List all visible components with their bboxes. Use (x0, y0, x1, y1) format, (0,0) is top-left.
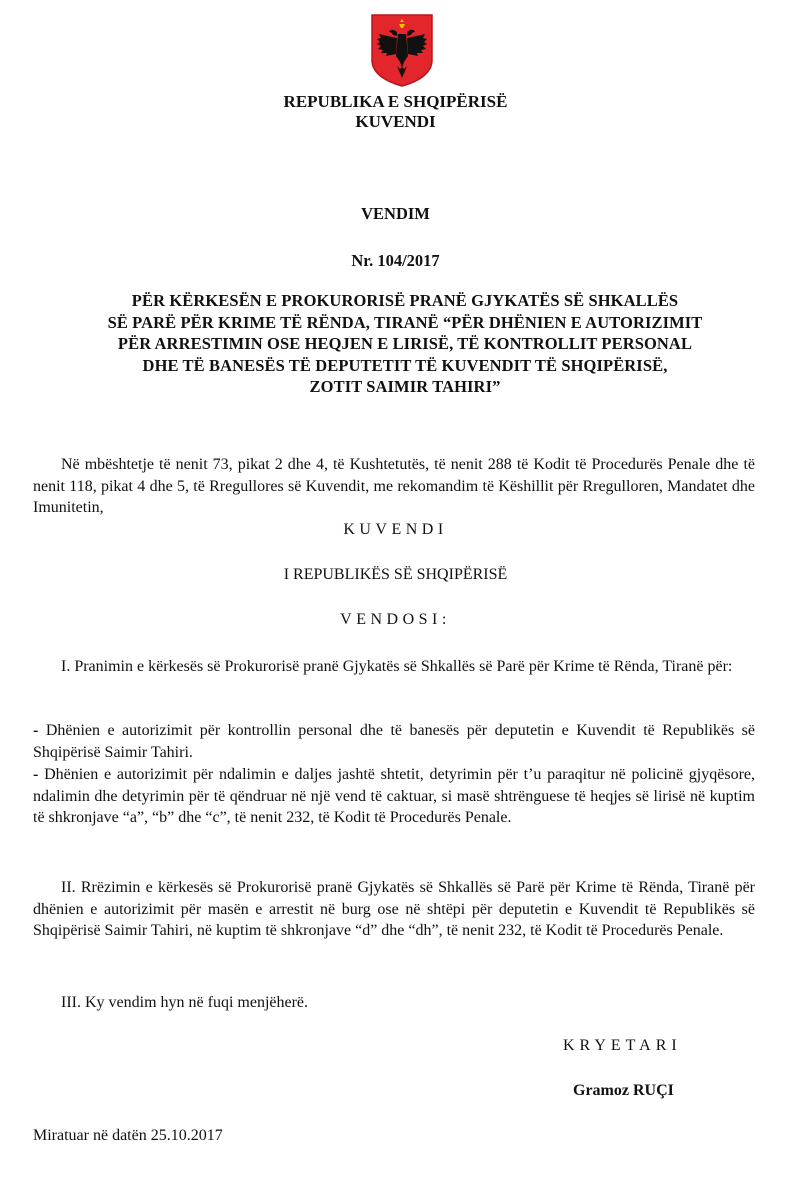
country-heading: REPUBLIKA E SHQIPËRISË (283, 92, 508, 111)
point-one-paragraph: I. Pranimin e kërkesës së Prokurorisë pranë Gjykatës së Shkallës së Parë për Krime të Rënda, Tiranë për: (61, 658, 733, 675)
albania-emblem-icon (369, 12, 435, 88)
title-line: ZOTIT SAIMIR TAHIRI” (309, 377, 501, 396)
title-line: PËR KËRKESËN E PROKURORISË PRANË GJYKATËS SË SHKALLËS (131, 291, 679, 310)
bullet-one (33, 720, 755, 763)
bullet-marker: - (33, 766, 39, 783)
point-two-paragraph: II. Rrëzimin e kërkesës së Prokurorisë pranë Gjykatës së Shkallës së Parë për Krime të Rënda, Tiranë për dhënien e autorizimit për masën e arrestit në burg ose në shtëpi për deputetin e Kuvendit të Republikës së Shqipërisë Saimir Tahiri, në kuptim të shkronjave “d” dhe “dh”, të nenit 232, të Kodit të Procedurës Penale. (33, 879, 755, 939)
document-type: VENDIM (361, 204, 430, 223)
approval-date: Miratuar në datën 25.10.2017 (33, 1127, 223, 1144)
bullet-marker: - (33, 722, 39, 739)
bullet-two (33, 764, 755, 829)
institution-heading: KUVENDI (355, 112, 436, 131)
point-three-paragraph: III. Ky vendim hyn në fuqi menjëherë. (61, 994, 309, 1011)
signatory-name: Gramoz RUÇI (573, 1082, 674, 1099)
decides-heading: VENDOSI: (340, 611, 451, 628)
preamble-paragraph: Në mbështetje të nenit 73, pikat 2 dhe 4, të Kushtetutës, të nenit 288 të Kodit të Procedurës Penale dhe të nenit 118, pikat 4 dhe 5, të Rregullores së Kuvendit, me rekomandim të Këshillit për Rregulloren, Mandatet dhe Imunitetin, (33, 456, 755, 516)
signatory-role: KRYETARI (563, 1037, 682, 1054)
parliament-heading: KUVENDI (343, 521, 448, 538)
bullet-one-text: Dhënien e autorizimit për kontrollin personal dhe të banesës për deputetin e Kuvendit të Republikës së Shqipërisë Saimir Tahiri. (33, 722, 756, 761)
bullet-two-text: Dhënien e autorizimit për ndalimin e daljes jashtë shtetit, detyrimin për t’u paraqitur në policinë gjyqësore, ndalimin dhe detyrimin për të qëndruar në një vend të caktuar, si masë shtrënguese të heqjes së lirisë në kuptim të shkronjave “a”, “b” dhe “c”, të nenit 232, të Kodit të Procedurës Penale. (33, 766, 755, 826)
document-number: Nr. 104/2017 (351, 251, 440, 270)
title-line: PËR ARRESTIMIN OSE HEQJEN E LIRISË, TË KONTROLLIT PERSONAL (117, 334, 693, 353)
title-line: DHE TË BANESËS TË DEPUTETIT TË KUVENDIT TË SHQIPËRISË, (142, 355, 668, 375)
title-line: SË PARË PËR KRIME TË RËNDA, TIRANË “PËR DHËNIEN E AUTORIZIMIT (107, 312, 703, 332)
republic-heading: I REPUBLIKËS SË SHQIPËRISË (283, 566, 508, 583)
decision-title (60, 290, 750, 398)
